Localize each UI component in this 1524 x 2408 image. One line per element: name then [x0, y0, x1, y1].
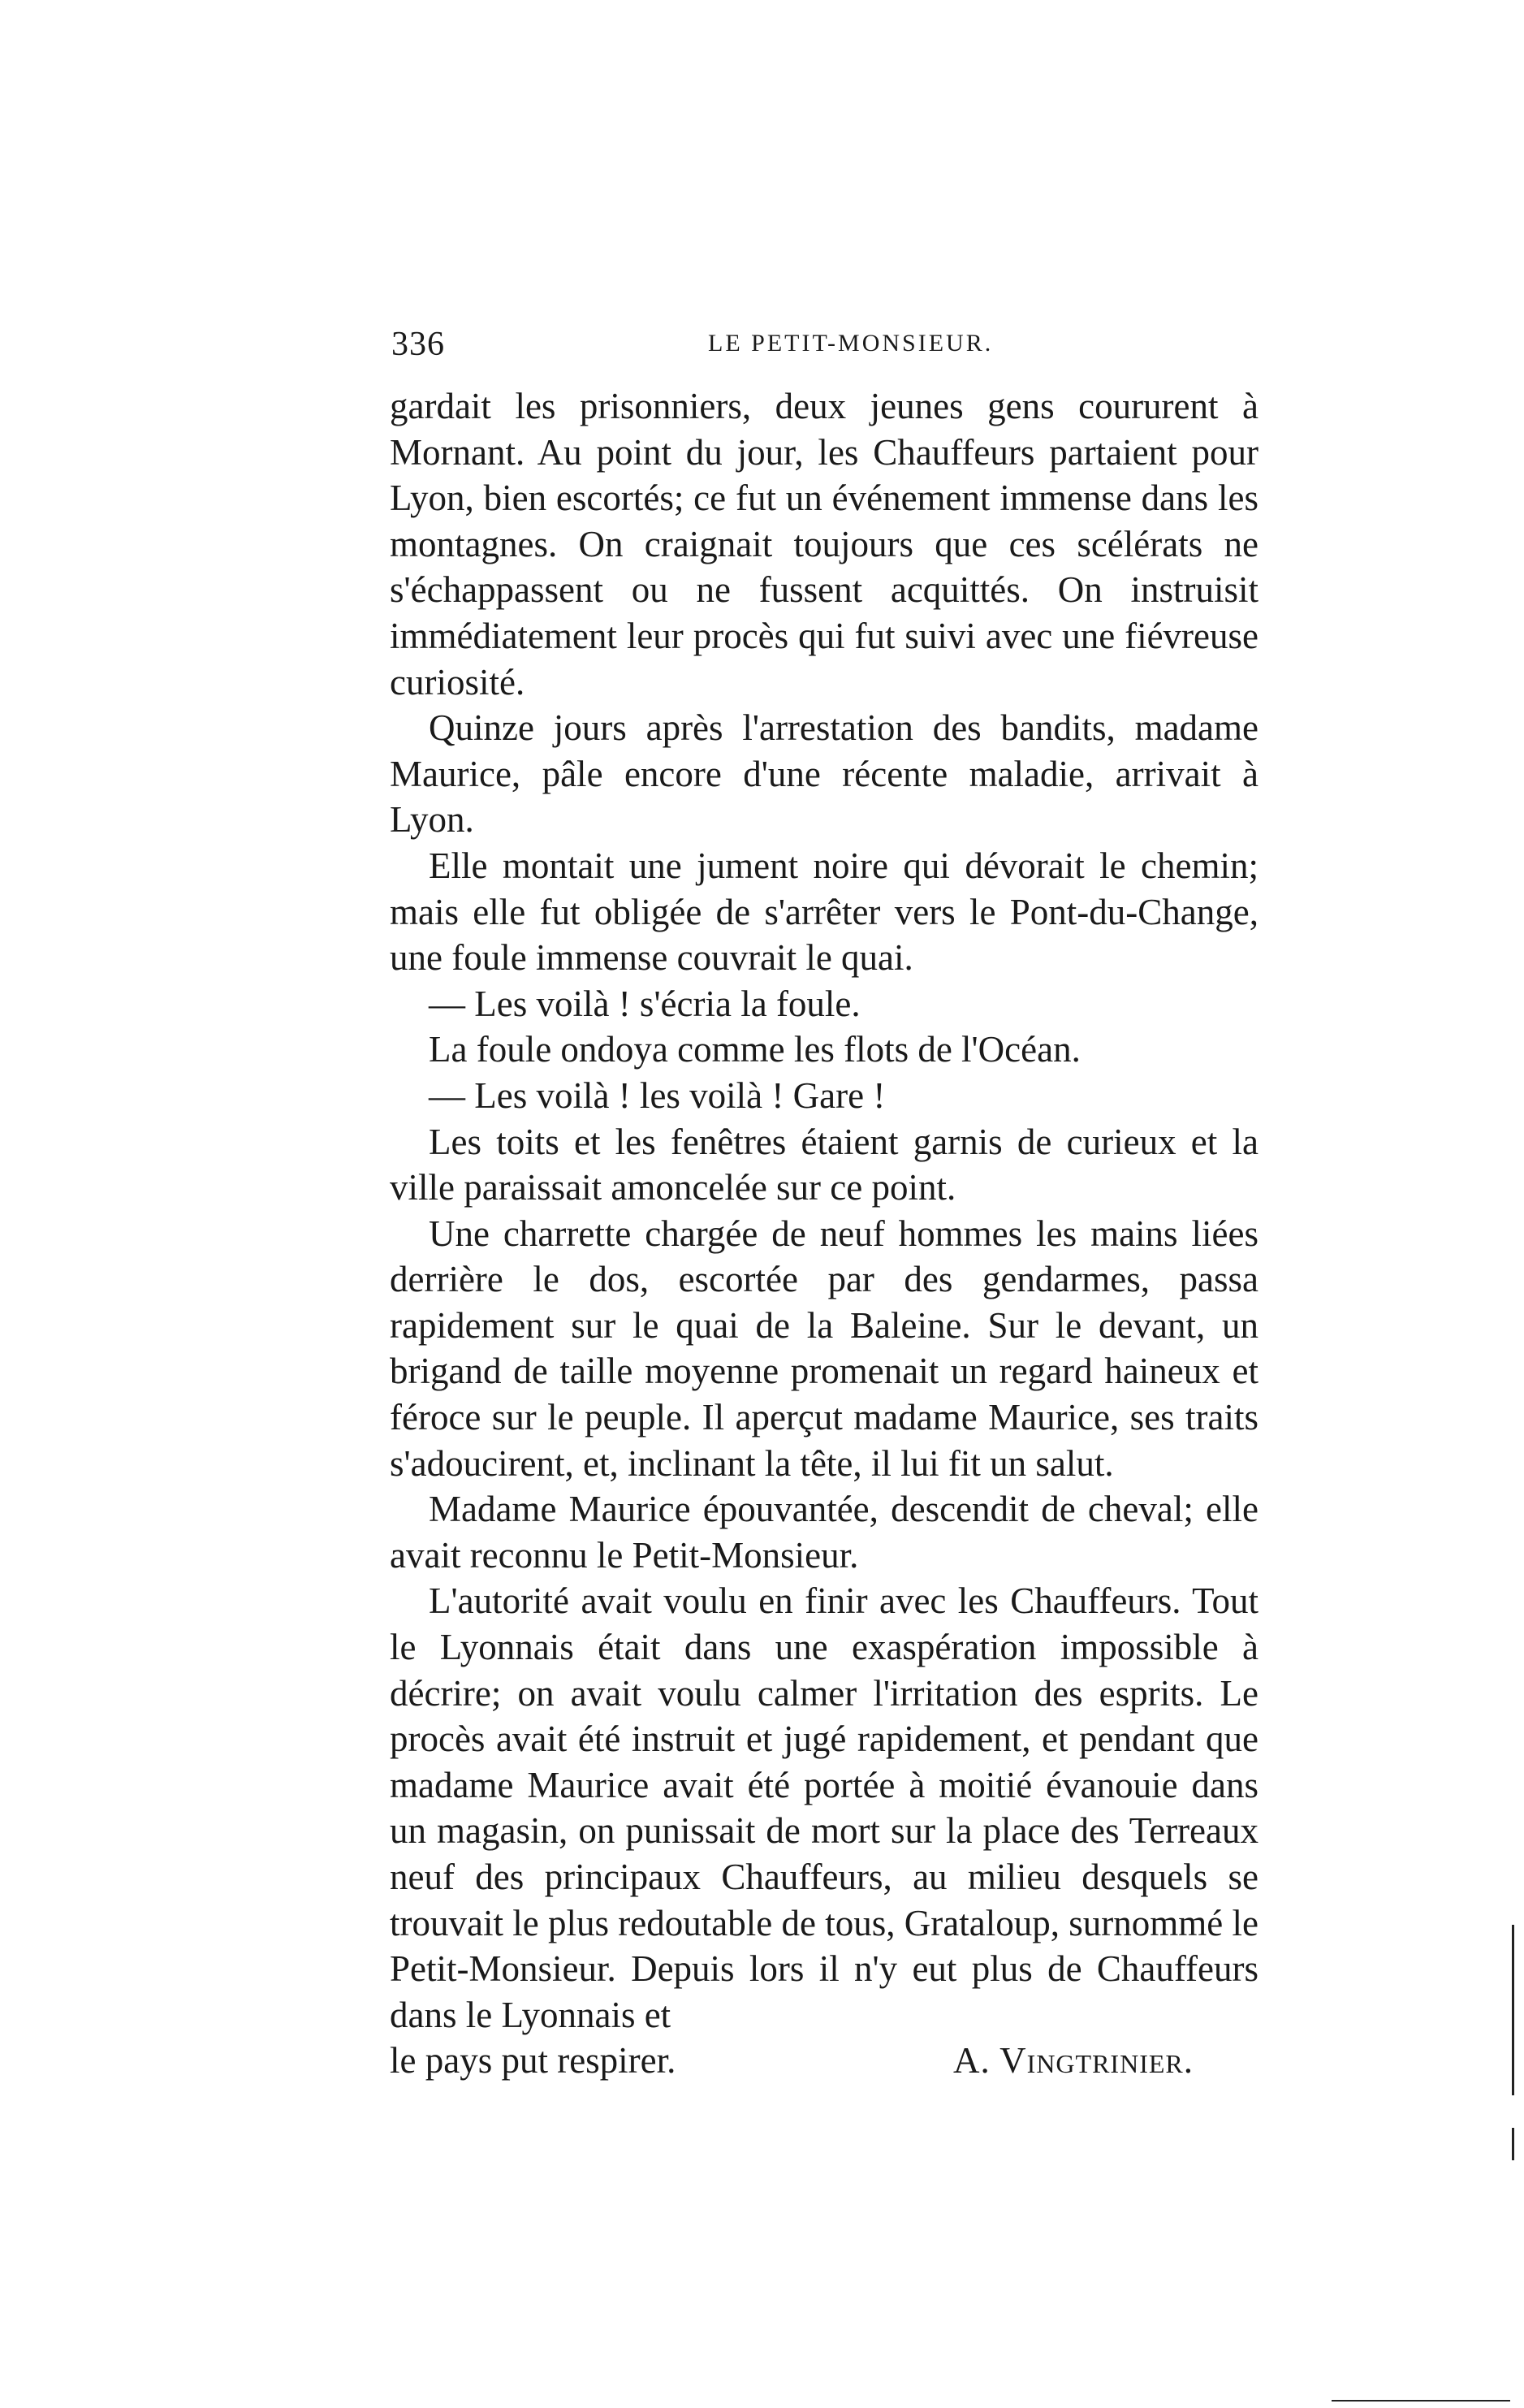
paragraph: Les toits et les fenêtres étaient garnis de curieux et la ville paraissait amoncelée sur ce point.: [390, 1121, 1258, 1208]
paragraph: Madame Maurice épouvantée, descendit de cheval; elle avait reconnu le Petit-Monsieur.: [390, 1489, 1258, 1576]
dialogue-line: — Les voilà ! s'écria la foule.: [429, 983, 861, 1024]
paragraph: L'autorité avait voulu en finir avec les Chauffeurs. Tout le Lyonnais était dans une exaspération impossible à décrire; on avait voulu calmer l'irritation des esprits. Le procès avait été instruit et jugé rapidement, et pendant que madame Maurice avait été portée à moitié évanouie dans un magasin, on punissait de mort sur la place des Terreaux neuf des principaux Chauffeurs, au milieu desquels se trouvait le plus redoutable de tous, Grataloup, surnommé le Petit-Monsieur. Depuis lors il n'y eut plus de Chauffeurs dans le Lyonnais et: [390, 1580, 1258, 2035]
body-text: [390, 383, 1258, 2084]
scan-edge-mark: [1512, 2128, 1514, 2160]
dialogue-line: — Les voilà ! les voilà ! Gare !: [429, 1074, 886, 1116]
paragraph: gardait les prisonniers, deux jeunes gens coururent à Mornant. Au point du jour, les Chauffeurs partaient pour Lyon, bien escortés; ce fut un événement immense dans les montagnes. On craignait toujours que ces scélérats ne s'échappassent ou ne fussent acquittés. On instruisit immédiatement leur procès qui fut suivi avec une fiévreuse curiosité.: [390, 386, 1258, 703]
scan-bottom-rule: [1332, 2400, 1510, 2402]
paragraph: La foule ondoya comme les flots de l'Océan.: [429, 1029, 1081, 1070]
paragraph: Elle montait une jument noire qui dévorait le chemin; mais elle fut obligée de s'arrêter vers le Pont-du-Change, une foule immense couvrait le quai.: [390, 845, 1258, 979]
page-header: [391, 325, 1268, 374]
paragraph: Quinze jours après l'arrestation des bandits, madame Maurice, pâle encore d'une récente maladie, arrivait à Lyon.: [390, 707, 1258, 841]
closing-line: [390, 2038, 1258, 2084]
scan-edge-mark: [1512, 1925, 1514, 2095]
running-title: LE PETIT-MONSIEUR.: [708, 330, 994, 357]
page-number: 336: [391, 326, 445, 363]
paragraph: Une charrette chargée de neuf hommes les mains liées derrière le dos, escortée par des gendarmes, passa rapidement sur le quai de la Baleine. Sur le devant, un brigand de taille moyenne promenait un regard haineux et féroce sur le peuple. Il aperçut madame Maurice, ses traits s'adoucirent, et, inclinant la tête, il lui fit un salut.: [390, 1213, 1258, 1484]
closing-text: le pays put respirer.: [390, 2040, 676, 2082]
author-signature: A. Vingtrinier.: [952, 2040, 1194, 2082]
